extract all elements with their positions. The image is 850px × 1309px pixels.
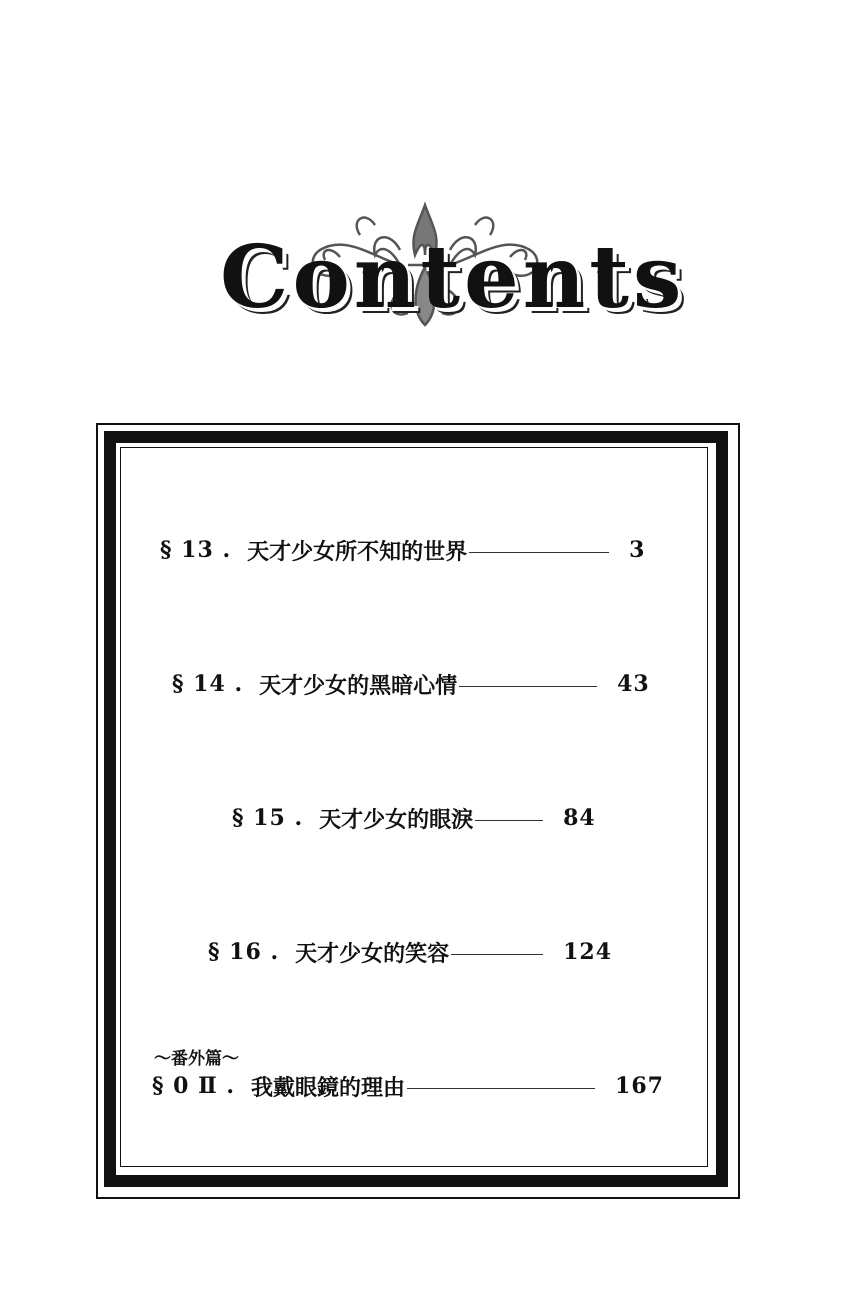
toc-entry-number: § 0 Ⅱ . — [152, 1073, 235, 1099]
toc-entry — [152, 1069, 664, 1103]
extra-section-label: ～番外篇～ — [154, 1049, 239, 1069]
toc-entry-number: § 16 . — [208, 939, 280, 965]
toc-entry-title: 天才少女的眼淚 — [319, 806, 474, 833]
toc-entry-title: 我戴眼鏡的理由 — [251, 1074, 406, 1101]
leader-line — [475, 820, 543, 821]
toc-entry — [172, 667, 650, 701]
leader-line — [451, 954, 543, 955]
leader-line — [407, 1088, 595, 1089]
toc-entry-page: 43 — [617, 671, 650, 697]
toc-entry-title: 天才少女所不知的世界 — [247, 538, 468, 565]
toc-entry-number: § 14 . — [172, 671, 244, 697]
leader-line — [459, 686, 597, 687]
toc-entry-page: 167 — [615, 1073, 664, 1099]
leader-line — [469, 552, 609, 553]
toc-entry-page: 3 — [629, 537, 646, 563]
toc-entry — [160, 533, 645, 567]
page-title: Contents — [220, 227, 686, 328]
toc-entry-page: 84 — [563, 805, 596, 831]
toc-entry — [232, 801, 596, 835]
toc-entry-number: § 15 . — [232, 805, 304, 831]
toc-entry-number: § 13 . — [160, 537, 232, 563]
toc-entry-page: 124 — [563, 939, 613, 965]
toc-entry-title: 天才少女的笑容 — [295, 940, 450, 967]
toc-entry-title: 天才少女的黑暗心情 — [259, 672, 458, 699]
toc-entry — [208, 935, 612, 969]
